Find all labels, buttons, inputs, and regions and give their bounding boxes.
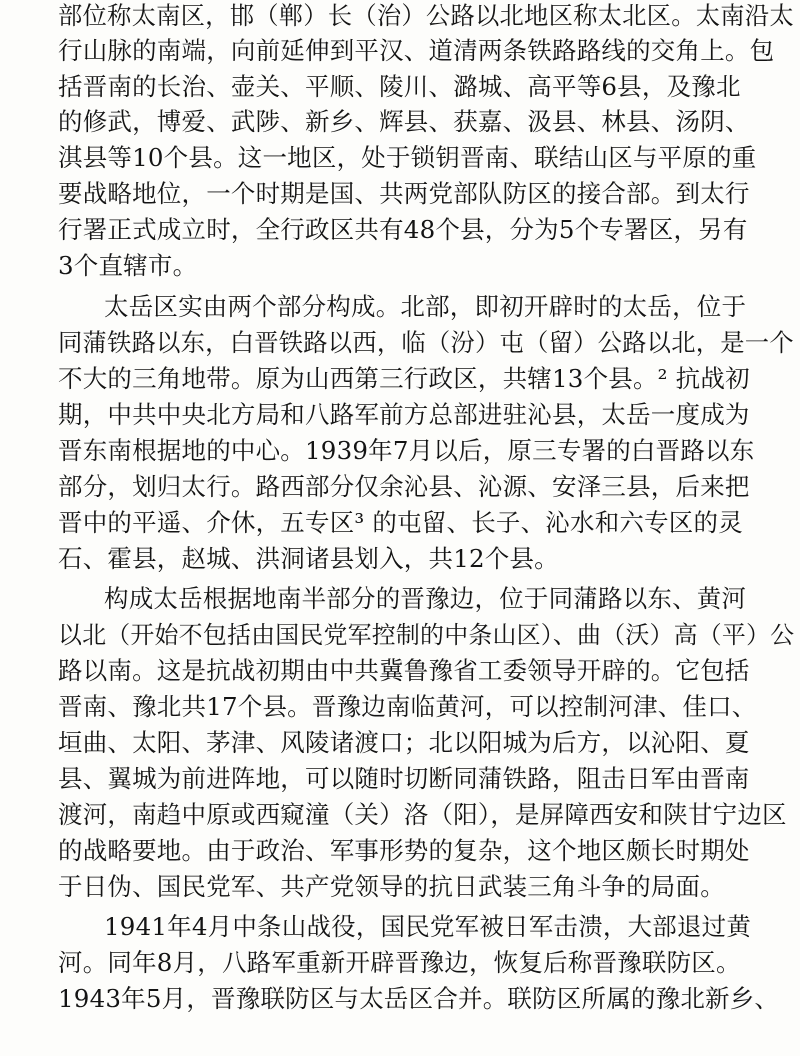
text-line: 县、翼城为前进阵地，可以随时切断同蒲铁路，阻击日军由晋南	[58, 764, 750, 793]
text-line: 的战略要地。由于政治、军事形势的复杂，这个地区颇长时期处	[58, 836, 750, 865]
text-line: 期，中共中央北方局和八路军前方总部进驻沁县，太岳一度成为	[58, 400, 750, 429]
text-line: 晋东南根据地的中心。1939年7月以后，原三专署的白晋路以东	[58, 436, 755, 465]
text-line: 部位称太南区，邯（郸）长（治）公路以北地区称太北区。太南沿太	[58, 1, 794, 30]
text-line: 行署正式成立时，全行政区共有48个县，分为5个专署区，另有	[58, 215, 748, 244]
paragraph-first-line: 1941年4月中条山战役，国民党军被日军击溃，大部退过黄	[104, 912, 752, 941]
text-line: 不大的三角地带。原为山西第三行政区，共辖13个县。² 抗战初	[58, 364, 750, 393]
text-line: 于日伪、国民党军、共产党领导的抗日武装三角斗争的局面。	[58, 872, 725, 901]
text-line: 要战略地位，一个时期是国、共两党部队防区的接合部。到太行	[58, 179, 750, 208]
text-line: 括晋南的长治、壶关、平顺、陵川、潞城、高平等6县，及豫北	[58, 72, 741, 101]
text-line: 以北（开始不包括由国民党军控制的中条山区）、曲（沃）高（平）公	[58, 621, 795, 649]
text-line: 垣曲、太阳、茅津、风陵诸渡口；北以阳城为后方，以沁阳、夏	[58, 728, 750, 757]
text-line: 淇县等10个县。这一地区，处于锁钥晋南、联结山区与平原的重	[58, 143, 757, 172]
text-line: 行山脉的南端，向前延伸到平汉、道清两条铁路路线的交角上。包	[58, 36, 775, 65]
text-line: 晋中的平遥、介休，五专区³ 的屯留、长子、沁水和六专区的灵	[58, 508, 743, 537]
text-line: 3个直辖市。	[58, 251, 198, 280]
text-line: 晋南、豫北共17个县。晋豫边南临黄河，可以控制河津、佳口、	[58, 692, 757, 721]
text-line: 路以南。这是抗战初期由中共冀鲁豫省工委领导开辟的。它包括	[58, 656, 750, 685]
text-line: 1943年5月，晋豫联防区与太岳区合并。联防区所属的豫北新乡、	[58, 984, 780, 1013]
text-line: 渡河，南趋中原或西窥潼（关）洛（阳），是屏障西安和陕甘宁边区	[58, 800, 787, 829]
paragraph-first-line: 太岳区实由两个部分构成。北部，即初开辟时的太岳，位于	[104, 292, 747, 321]
text-line: 河。同年8月，八路军重新开辟晋豫边，恢复后称晋豫联防区。	[58, 948, 741, 977]
paragraph-first-line: 构成太岳根据地南半部分的晋豫边，位于同蒲路以东、黄河	[104, 584, 747, 613]
text-line: 的修武，博爱、武陟、新乡、辉县、获嘉、汲县、林县、汤阴、	[58, 107, 750, 136]
text-line: 部分，划归太行。路西部分仅余沁县、沁源、安泽三县，后来把	[58, 472, 750, 501]
text-line: 石、霍县，赵城、洪洞诸县划入，共12个县。	[58, 544, 559, 573]
text-line: 同蒲铁路以东，白晋铁路以西，临（汾）屯（留）公路以北，是一个	[58, 328, 794, 357]
